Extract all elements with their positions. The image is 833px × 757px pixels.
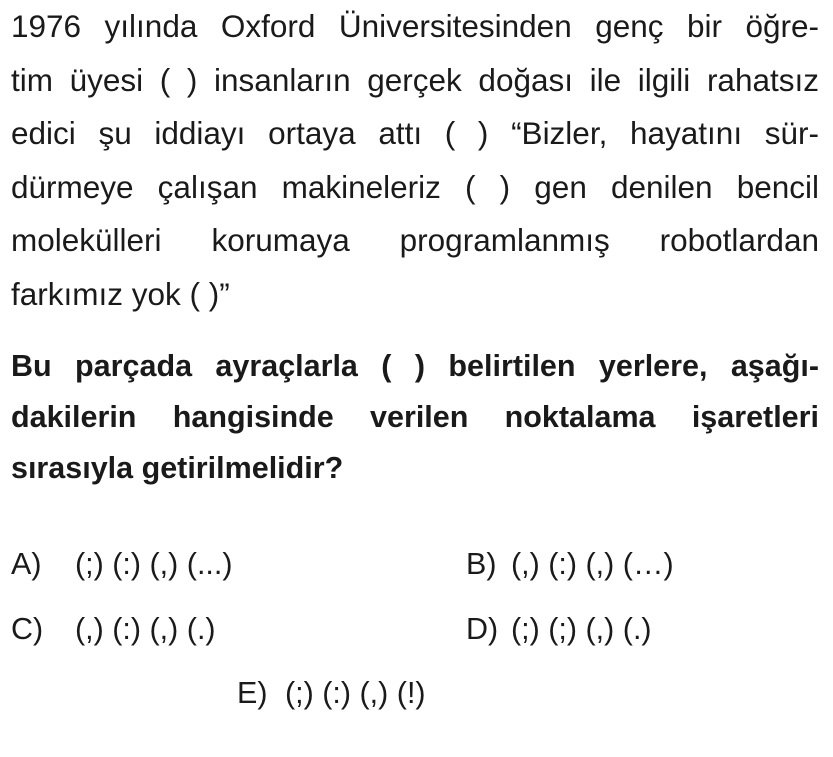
option-c[interactable] (11, 611, 216, 647)
option-letter: C) (11, 612, 44, 646)
option-text: (,) (:) (,) (…) (511, 547, 674, 581)
passage-line: farkımız yok ( )” (11, 275, 230, 312)
option-d[interactable] (466, 611, 652, 647)
passage-line: tim üyesi ( ) insanların gerçek doğası ile ilgili rahatsız (11, 61, 819, 98)
passage-line: edici şu iddiayı ortaya attı ( ) “Bizler, hayatını sür- (11, 115, 819, 152)
option-text: (;) (;) (,) (.) (511, 612, 652, 646)
passage-text (11, 0, 819, 322)
passage-line: dürmeye çalışan makineleriz ( ) gen denilen bencil (11, 168, 819, 205)
option-e[interactable] (237, 675, 426, 711)
option-b[interactable] (466, 546, 674, 582)
option-text: (;) (:) (,) (...) (75, 547, 233, 581)
option-a[interactable] (11, 546, 233, 582)
option-letter: B) (466, 547, 497, 581)
question-line: sırasıyla getirilmelidir? (11, 451, 344, 485)
passage-line: 1976 yılında Oxford Üniversitesinden genç bir öğre- (11, 8, 819, 44)
option-text: (;) (:) (,) (!) (285, 676, 426, 710)
question-stem (11, 341, 819, 494)
option-letter: D) (466, 612, 499, 646)
option-letter: E) (237, 676, 268, 710)
option-letter: A) (11, 547, 42, 581)
option-text: (,) (:) (,) (.) (75, 612, 216, 646)
passage-line: molekülleri korumaya programlanmış robotlardan (11, 222, 819, 259)
question-line: Bu parçada ayraçlarla ( ) belirtilen yerlere, aşağı- (11, 349, 819, 383)
question-line: dakilerin hangisinde verilen noktalama işaretleri (11, 400, 819, 434)
